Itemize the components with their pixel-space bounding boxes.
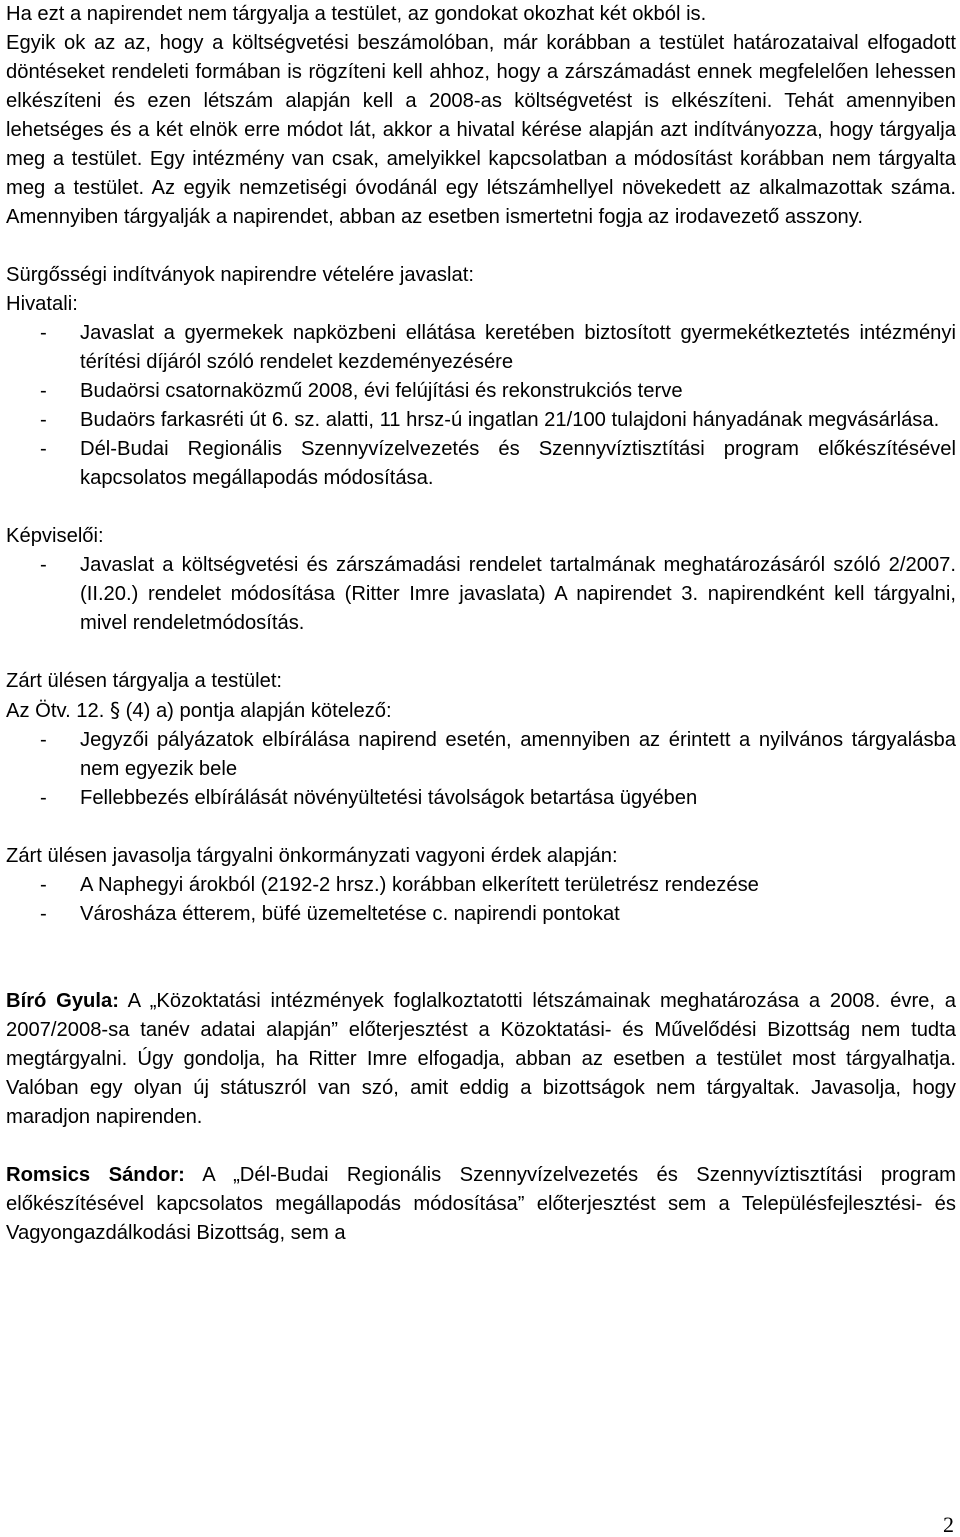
document-page: [6, 0, 956, 1248]
list-dash: -: [40, 729, 47, 751]
list-item-text: Jegyzői pályázatok elbírálása napirend esetén, amennyiben az érintett a nyilvános tárgyalásba nem egyezik bele: [80, 729, 956, 780]
list-item-text: Városháza étterem, büfé üzemeltetése c. napirendi pontokat: [80, 903, 620, 925]
list-item: [6, 784, 956, 813]
section-symbol: §: [109, 698, 121, 722]
list-dash: -: [40, 438, 47, 460]
list-item-text: A Naphegyi árokból (2192-2 hrsz.) korábban elkerített területrész rendezése: [80, 874, 759, 896]
page-number: 2: [943, 1512, 954, 1537]
list-item: [6, 406, 956, 435]
closed-session-heading: Zárt ülésen tárgyalja a testület:: [6, 670, 283, 692]
list-item-text: Fellebbezés elbírálását növényültetési távolságok betartása ügyében: [80, 787, 698, 809]
urgent-heading: Sürgősségi indítványok napirendre vételére javaslat:: [6, 264, 474, 286]
list-item: [6, 900, 956, 929]
list-item-text: Javaslat a költségvetési és zárszámadási rendelet tartalmának meghatározásáról szóló 2/2007.(II.20.) rendelet módosítása (Ritter Imre javaslata) A napirendet 3. napirendként kell tárgyalni, mivel rendeletmódosítás.: [80, 554, 956, 634]
list-item-text: Budaörsi csatornaközmű 2008, évi felújítási és rekonstrukciós terve: [80, 380, 683, 402]
office-label: Hivatali:: [6, 293, 78, 315]
list-dash: -: [40, 380, 47, 402]
speech-text: A „Közoktatási intézmények foglalkoztatotti létszámainak meghatározása a 2008. évre, a 2007/2008-sa tanév adatai alapján” előterjesztést a Közoktatási- és Művelődési Bizottság nem tudta megtárgyalni. Úgy gondolja, ha Ritter Imre elfogadja, abban az esetben a testület most tárgyalhatja. Valóban egy olyan új státuszról van szó, amit eddig a bizottságok nem tárgyaltak. Javasolja, hogy maradjon napirenden.: [6, 990, 956, 1128]
list-dash: -: [40, 554, 47, 576]
list-dash: -: [40, 874, 47, 896]
speech-biro-gyula: [6, 987, 956, 1132]
list-item-text: Dél-Budai Regionális Szennyvízelvezetés és Szennyvíztisztítási program előkészítésével kapcsolatos megállapodás módosítása.: [80, 438, 956, 489]
list-dash: -: [40, 903, 47, 925]
speaker-name: Bíró Gyula:: [6, 990, 119, 1012]
intro-paragraph: Egyik ok az az, hogy a költségvetési beszámolóban, már korábban a testület határozataival elfogadott döntéseket rendeleti formában is rögzíteni kell ahhoz, hogy a zárszámadást ennek megfelelően lehessen elkészíteni és ezen létszám alapján kell a 2008-as költségvetést is elkészíteni. Tehát amennyiben lehetséges és a két elnök erre módot lát, akkor a hivatal kérése alapján azt indítványozza, hogy tárgyalja meg a testület. Egy intézmény van csak, amelyikkel kapcsolatban a módosítást korábban nem tárgyalta meg a testület. Az egyik nemzetiségi óvodánál egy létszámhellyel növekedett az alkalmazottak száma. Amennyiben tárgyalják a napirendet, abban az esetben ismertetni fogja az irodavezető asszony.: [6, 32, 956, 228]
basis-after: (4) a) pontja alapján kötelező:: [120, 700, 392, 722]
proposed-closed-heading: Zárt ülésen javasolja tárgyalni önkormányzati vagyoni érdek alapján:: [6, 845, 618, 867]
list-dash: -: [40, 409, 47, 431]
list-item: [6, 726, 956, 784]
speaker-name: Romsics Sándor:: [6, 1164, 185, 1186]
intro-line: Ha ezt a napirendet nem tárgyalja a testület, az gondokat okozhat két okból is.: [6, 3, 707, 25]
list-dash: -: [40, 322, 47, 344]
list-item-text: Budaörs farkasréti út 6. sz. alatti, 11 hrsz-ú ingatlan 21/100 tulajdoni hányadának megvásárlása.: [80, 409, 940, 431]
list-item: [6, 551, 956, 638]
speech-romsics-sandor: [6, 1161, 956, 1248]
list-item: [6, 871, 956, 900]
speech-text: A „Dél-Budai Regionális Szennyvízelvezetés és Szennyvíztisztítási program előkészítésével kapcsolatos megállapodás módosítása” előterjesztést sem a Településfejlesztési- és Vagyongazdálkodási Bizottság, sem a: [6, 1164, 956, 1244]
list-item-text: Javaslat a gyermekek napközbeni ellátása keretében biztosított gyermekétkeztetés intézményi térítési díjáról szóló rendelet kezdeményezésére: [80, 322, 956, 373]
basis-before: Az Ötv. 12.: [6, 700, 110, 722]
list-dash: -: [40, 787, 47, 809]
list-item: [6, 319, 956, 377]
closed-session-basis: [6, 696, 956, 726]
representatives-label: Képviselői:: [6, 525, 104, 547]
list-item: [6, 435, 956, 493]
list-item: [6, 377, 956, 406]
